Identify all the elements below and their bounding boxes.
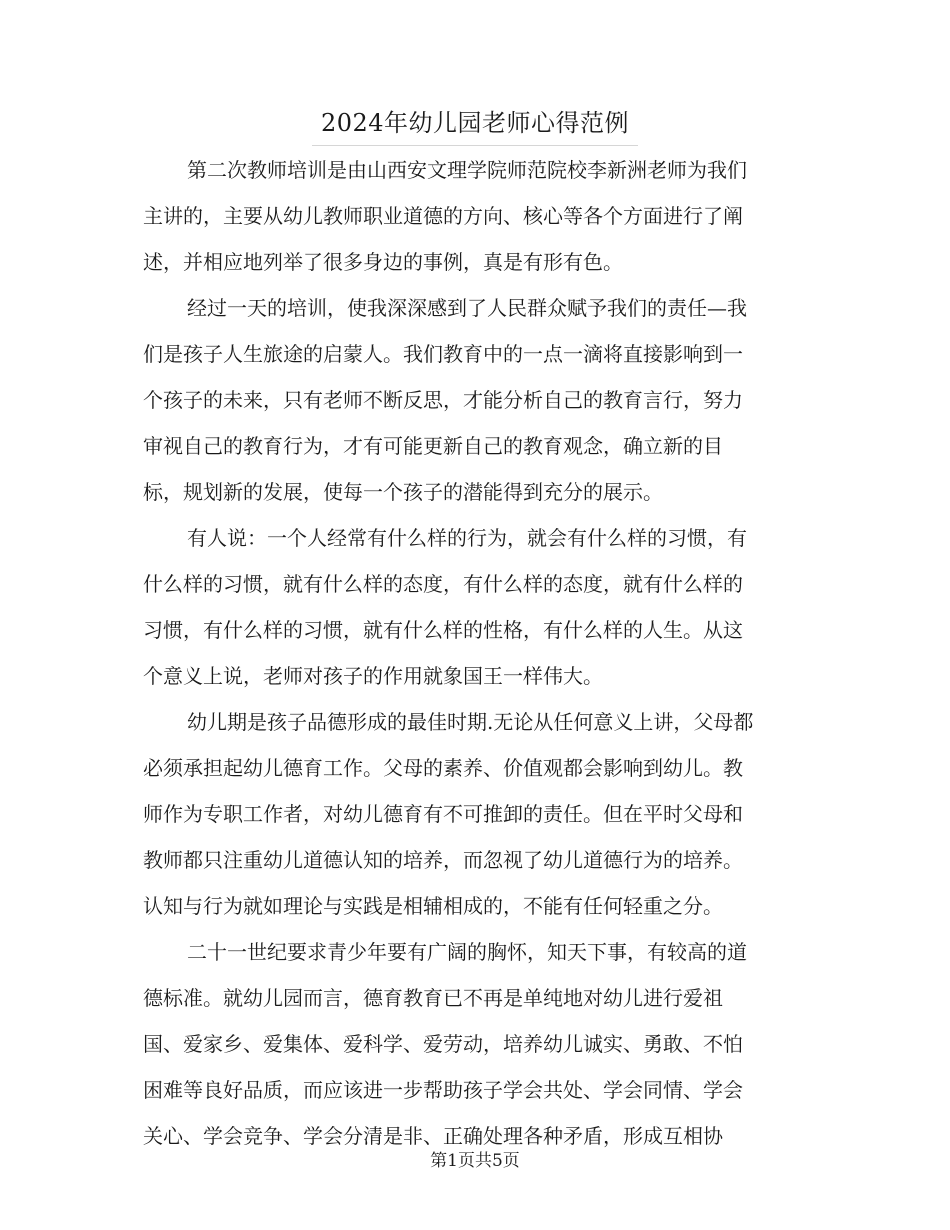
paragraph-4 <box>143 699 809 929</box>
text-line: 教师都只注重幼儿道德认知的培养，而忽视了幼儿道德行为的培养。 <box>143 848 743 872</box>
text-line: 们是孩子人生旅途的启蒙人。我们教育中的一点一滴将直接影响到一 <box>143 342 743 366</box>
text-line: 经过一天的培训，使我深深感到了人民群众赋予我们的责任—我 <box>187 296 747 320</box>
paragraph-1 <box>143 147 809 285</box>
text-line: 国、爱家乡、爱集体、爱科学、爱劳动，培养幼儿诚实、勇敢、不怕 <box>143 1032 743 1056</box>
text-line: 个孩子的未来，只有老师不断反思，才能分析自己的教育言行，努力 <box>143 388 743 412</box>
document-title: 2024年幼儿园老师心得范例 <box>320 109 630 137</box>
title-divider <box>312 145 638 146</box>
text-line: 述，并相应地列举了很多身边的事例，真是有形有色。 <box>143 250 623 274</box>
text-line: 认知与行为就如理论与实践是相辅相成的，不能有任何轻重之分。 <box>143 894 723 918</box>
text-line: 师作为专职工作者，对幼儿德育有不可推卸的责任。但在平时父母和 <box>143 802 743 826</box>
text-line: 什么样的习惯，就有什么样的态度，有什么样的态度，就有什么样的 <box>143 572 743 596</box>
text-line: 标，规划新的发展，使每一个孩子的潜能得到充分的展示。 <box>143 480 663 504</box>
text-line: 幼儿期是孩子品德形成的最佳时期.无论从任何意义上讲，父母都 <box>187 710 754 734</box>
text-line: 二十一世纪要求青少年要有广阔的胸怀，知天下事，有较高的道 <box>187 940 747 964</box>
page-number-footer: 第1页共5页 <box>430 1151 520 1171</box>
document-body <box>143 147 809 1159</box>
text-line: 关心、学会竞争、学会分清是非、正确处理各种矛盾，形成互相协 <box>143 1124 723 1148</box>
paragraph-5 <box>143 929 809 1159</box>
text-line: 有人说：一个人经常有什么样的行为，就会有什么样的习惯，有 <box>187 526 747 550</box>
text-line: 习惯，有什么样的习惯，就有什么样的性格，有什么样的人生。从这 <box>143 618 743 642</box>
text-line: 审视自己的教育行为，才有可能更新自己的教育观念，确立新的目 <box>143 434 723 458</box>
text-line: 个意义上说，老师对孩子的作用就象国王一样伟大。 <box>143 664 603 688</box>
text-line: 必须承担起幼儿德育工作。父母的素养、价值观都会影响到幼儿。教 <box>143 756 743 780</box>
text-line: 主讲的，主要从幼儿教师职业道德的方向、核心等各个方面进行了阐 <box>143 204 743 228</box>
paragraph-2 <box>143 285 809 515</box>
text-line: 德标准。就幼儿园而言，德育教育已不再是单纯地对幼儿进行爱祖 <box>143 986 723 1010</box>
text-line: 第二次教师培训是由山西安文理学院师范院校李新洲老师为我们 <box>187 158 747 182</box>
paragraph-3 <box>143 515 809 699</box>
text-line: 困难等良好品质，而应该进一步帮助孩子学会共处、学会同情、学会 <box>143 1078 743 1102</box>
